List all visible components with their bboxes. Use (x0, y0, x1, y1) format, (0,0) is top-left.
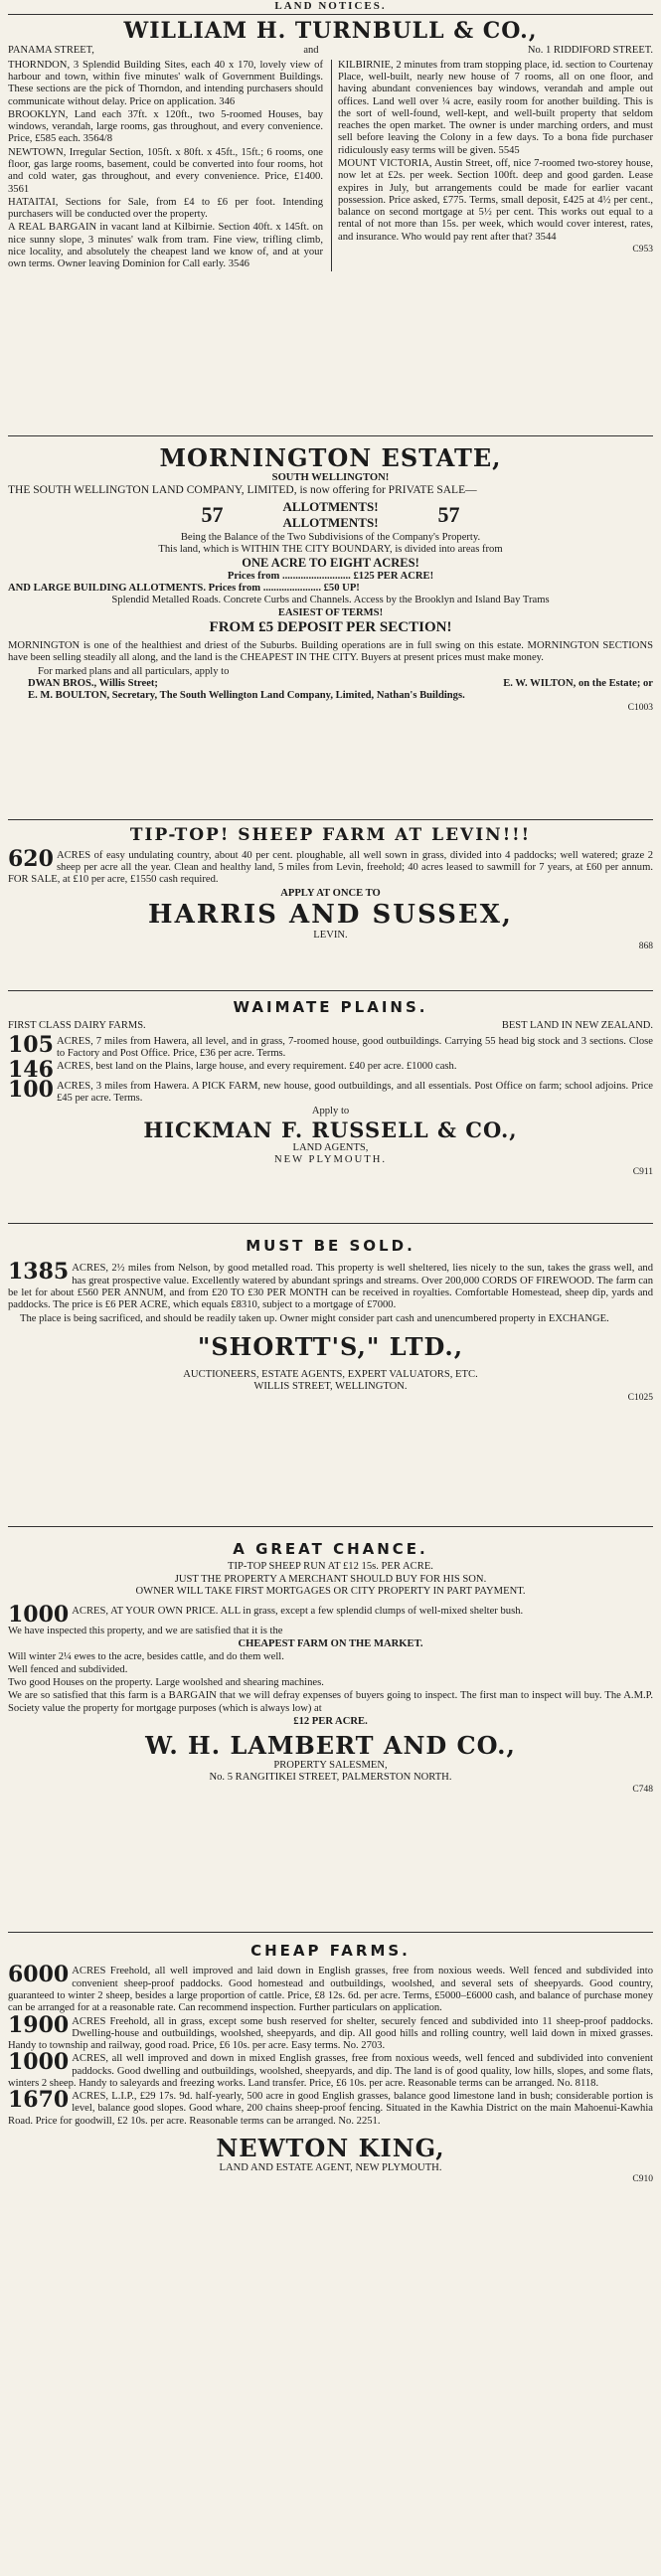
waimate-title: WAIMATE PLAINS. (233, 998, 428, 1016)
listing-hataitai: HATAITAI, Sections for Sale, from £4 to £6 per foot. Intending purchasers will be conducted over the property. (8, 196, 323, 221)
cheap-item-3 (8, 2049, 653, 2090)
mornington-body: MORNINGTON is one of the healthiest and driest of the Suburbs. Building operations are in full swing on this estate. MORNINGTON SECTIONS have been selling steadily all along, and the land is the CHEAPEST IN THE CITY. Buyers at present prices must make money. (8, 640, 653, 664)
waimate-text-2: ACRES, best land on the Plains, large house, and every requirement. £40 per acre. £1000 cash. (56, 1061, 457, 1073)
mornington-plans: For marked plans and all particulars, apply to (38, 665, 230, 677)
mornington-line-7: EASIEST OF TERMS! (277, 606, 384, 618)
waimate-left-head: FIRST CLASS DAIRY FARMS. (8, 1020, 146, 1032)
cheap-title: CHEAP FARMS. (250, 1942, 411, 1960)
cheap-item-2 (8, 2011, 653, 2053)
chance-title: A GREAT CHANCE. (233, 1540, 428, 1558)
levin-place: LEVIN. (313, 930, 348, 941)
waimate-firm: HICKMAN F. RUSSELL & CO., (143, 1116, 518, 1142)
waimate-right-head: BEST LAND IN NEW ZEALAND. (501, 1020, 653, 1032)
allot-line-1: ALLOTMENTS! (282, 499, 379, 515)
mustsell-firm: "SHORTT'S," LTD., (197, 1331, 464, 1361)
mustsell-ad (8, 1224, 653, 1527)
mornington-line-2: This land, which is WITHIN THE CITY BOUNDARY, is divided into areas from (158, 543, 503, 555)
cheap-text-3: ACRES, all well improved and down in mixed English grasses, free from noxious weeds, well fenced and subdivided into convenient paddocks. Good dwelling and outbuildings, woolshed, sheepyards, and dip. The land is of good quality, low hills, slopes, and some flats, winters 2 sheep. Handy to saleyards and freezing works. Land transfer. Price, £6 10s. per acre. Reasonable terms can be arranged. No. 8118. (8, 2053, 653, 2089)
chance-line-2: JUST THE PROPERTY A MERCHANT SHOULD BUY FOR HIS SON. (174, 1573, 487, 1585)
chance-text: ACRES, AT YOUR OWN PRICE. ALL in grass, except a few splendid clumps of well-mixed shelter bush. (72, 1606, 524, 1618)
mustsell-sub1: AUCTIONEERS, ESTATE AGENTS, EXPERT VALUATORS, ETC. (183, 1368, 478, 1380)
mustsell-listing (8, 1259, 653, 1311)
cheap-text-1: ACRES Freehold, all well improved and laid down in English grasses, free from noxious weeds. Well fenced and subdivided into convenient sheep-proof paddocks. Good homestead and outbuildings, woolshed, and several sets of sheepyards. Good country, guaranteed to winter 2 sheep, besides a large proportion of cattle. Price, £8 12s. 6d. per acre. Terms, £5000–£6000 cash, and balance of purchase money can be arranged for at a reasonable rate. Can recommend inspection. Further particulars on application. (8, 1966, 653, 2014)
mustsell-text: ACRES, 2½ miles from Nelson, by good metalled road. This property is well sheltered, lies nicely to the sun, takes the grass well, and has great prospective value. Excellently watered by abundant springs and streams. Over 200,000 CORDS OF FIREWOOD. The farm can be let for about £560 PER ANNUM, and from £20 TO £30 PER MONTH can be received in royalties. Comfortable Homestead, sheep dip, yards and paddocks. The price is £6 PER ACRE, which equals £8310, subject to a mortgage of £7000. (8, 1263, 653, 1311)
cheap-acres-4: 1670 (8, 2087, 70, 2114)
chance-t3: CHEAPEST FARM ON THE MARKET. (238, 1638, 423, 1650)
chance-ad (8, 1527, 653, 1933)
turnbull-title: WILLIAM H. TURNBULL & CO., (123, 18, 538, 44)
chance-listing (8, 1602, 653, 1629)
allot-line-2: ALLOTMENTS! (282, 514, 379, 530)
allotments-count-right: 57 (437, 501, 460, 527)
agent-dwan: DWAN BROS., Willis Street; (28, 678, 158, 690)
cheap-text-2: ACRES Freehold, all in grass, except some bush reserved for shelter, securely fenced and subdivided into 11 sheep-proof paddocks. Dwelling-house and outbuildings, woolshed, sheepyards, and dip. All good hills and rolling country, well laid down in mixed grasses. Handy to township and railway, good road. Price, £6 10s. per acre. Easy terms. No. 2703. (8, 2015, 653, 2052)
levin-text: ACRES of easy undulating country, about 40 per cent. ploughable, all well sown in grass, divided into 4 paddocks; well watered; graze 2 sheep per acre all the year. Clean and healthy land, 5 miles from Levin, freehold; 40 acres leased to sawmill for 7 years, at £60 per annum. FOR SALE, at £10 per acre, £1550 cash required. (8, 849, 653, 886)
waimate-item-3 (8, 1076, 653, 1106)
levin-acres: 620 (8, 845, 54, 872)
mornington-intro: THE SOUTH WELLINGTON LAND COMPANY, LIMITED, is now offering for PRIVATE SALE— (8, 484, 477, 497)
allotments-label (282, 499, 378, 529)
waimate-item-2 (8, 1057, 653, 1084)
levin-apply: APPLY AT ONCE TO (280, 887, 381, 899)
cheap-acres-2: 1900 (8, 2011, 70, 2038)
levin-ad (8, 820, 653, 991)
mornington-line-3: ONE ACRE TO EIGHT ACRES! (242, 556, 419, 571)
chance-sub2: No. 5 RANGITIKEI STREET, PALMERSTON NORTH. (209, 1772, 452, 1784)
mornington-subtitle: SOUTH WELLINGTON! (271, 471, 390, 483)
cheap-ref: C910 (632, 2174, 653, 2185)
turnbull-ref: C953 (632, 244, 653, 255)
waimate-sub1: LAND AGENTS, (292, 1142, 369, 1154)
turnbull-address (8, 45, 653, 57)
chance-t2: We have inspected this property, and we are satisfied that it is the (8, 1626, 283, 1637)
chance-t5: Well fenced and subdivided. (8, 1663, 128, 1675)
turnbull-left-column (8, 60, 323, 272)
turnbull-right-column (331, 60, 653, 272)
cheap-acres-3: 1000 (8, 2049, 70, 2076)
mustsell-acres: 1385 (8, 1259, 70, 1286)
chance-ref: C748 (632, 1784, 653, 1795)
agent-boulton: E. M. BOULTON, Secretary, The South Wellington Land Company, Limited, Nathan's Buildings. (28, 690, 465, 702)
cheap-item-4 (8, 2087, 653, 2128)
mornington-line-6: Splendid Metalled Roads. Concrete Curbs and Channels. Access by the Brooklyn and Island Bay Trams (111, 595, 550, 606)
turnbull-columns (8, 60, 653, 272)
mornington-ref: C1003 (627, 702, 653, 713)
waimate-acres-2: 146 (8, 1057, 54, 1084)
mustsell-ref: C1025 (627, 1393, 653, 1404)
cheap-ad (8, 1933, 653, 2569)
agent-wilton: E. W. WILTON, on the Estate; or (503, 678, 653, 690)
mornington-agents (8, 678, 653, 690)
listing-newtown: NEWTOWN, Irregular Section, 105ft. x 80ft. x 45ft., 15ft.; 6 rooms, one floor, gas large rooms, basement, could be converted into four rooms, hot and cold water, gas throughout, and every convenience. Price, £1400. 3561 (8, 146, 323, 195)
waimate-subheads (8, 1020, 653, 1032)
cheap-firm: NEWTON KING, (216, 2134, 445, 2163)
waimate-text-3: ACRES, 3 miles from Hawera. A PICK FARM, new house, good outbuildings, and all essentials. Post Office on farm; school adjoins. Price £45 per acre. Terms. (56, 1080, 653, 1105)
mornington-allotments (8, 499, 653, 529)
mornington-line-8: FROM £5 DEPOSIT PER SECTION! (209, 618, 452, 635)
chance-t6: Two good Houses on the property. Large woolshed and shearing machines. (8, 1677, 324, 1689)
levin-listing (8, 845, 653, 887)
mustsell-sub2: WILLIS STREET, WELLINGTON. (253, 1380, 408, 1392)
turnbull-right-address: No. 1 RIDDIFORD STREET. (527, 44, 653, 56)
waimate-acres-1: 105 (8, 1031, 54, 1058)
levin-firm: HARRIS AND SUSSEX, (148, 899, 513, 930)
mornington-line-4: Prices from .......................... £125 PER ACRE! (227, 570, 434, 582)
waimate-item-1 (8, 1031, 653, 1061)
page-header: LAND NOTICES. (8, 0, 653, 15)
mornington-line-1: Being the Balance of the Two Subdivisions of the Company's Property. (180, 531, 481, 543)
cheap-text-4: ACRES, L.I.P., £29 17s. 9d. half-yearly, 500 acre in good English grasses, balance good limestone land in bush; considerable portion is level, balance good slopes. Good whare, 200 chains sheep-proof fencing. Situated in the Kawhia District on the main Mahoenui-Kawhia Road. Price for goodwill, £2 10s. per acre. Reasonable terms can be arranged. No. 2251. (8, 2091, 653, 2127)
waimate-ref: C911 (632, 1166, 653, 1177)
listing-kilbirnie: KILBIRNIE, 2 minutes from tram stopping place, id. section to Courtenay Place, well-built, nearly new house of 7 rooms, all on one floor, and having abundant conveniences bay windows, verandah and ample out offices. Land well over ¼ acre, easily room for another building. This is the sort of well-found, well-kept, and well-built property that seldom reaches the open market. The owner is under marching orders, and must sell before leaving the Colony in a few days. To a bona fide purchaser ridiculously easy terms will be given. 5545 (338, 59, 653, 156)
levin-ref: 868 (638, 942, 653, 952)
cheap-acres-1: 6000 (8, 1962, 70, 1988)
listing-mount-victoria: MOUNT VICTORIA, Austin Street, off, nice 7-roomed two-storey house, now let at £2s. per week. Section 100ft. deep and good garden. Lease expires in July, but arrangements could be made for earlier vacant possession. Price asked, £775. Terms, small deposit, £425 at 4½ per cent., balance on second mortgage at 5½ per cent. This works out equal to a rental of not more than 15s. per week, which would cover interest, rates, and insurance. Who would pay rent after that? 3544 (338, 157, 653, 243)
chance-firm: W. H. LAMBERT AND CO., (145, 1731, 516, 1761)
mornington-ad (8, 436, 653, 820)
waimate-text-1: ACRES, 7 miles from Hawera, all level, and in grass, 7-roomed house, good outbuildings. Carrying 55 head big stock and 3 sections. Close to Factory and Post Office. Price, £36 per acre. Terms. (56, 1035, 653, 1059)
waimate-ad (8, 991, 653, 1224)
mornington-line-5: AND LARGE BUILDING ALLOTMENTS. Prices from ...................... £50 UP! (8, 582, 360, 594)
chance-line-1: TIP-TOP SHEEP RUN AT £12 15s. PER ACRE. (228, 1561, 433, 1573)
turnbull-left-address: PANAMA STREET, (8, 44, 94, 56)
listing-brooklyn: BROOKLYN, Land each 37ft. x 120ft., two 5-roomed Houses, bay windows, verandah, large rooms, gas throughout, and every convenience. Price, £585 each. 3564/8 (8, 108, 323, 145)
cheap-sub: LAND AND ESTATE AGENT, NEW PLYMOUTH. (219, 2161, 442, 2173)
listing-kilbirnie-bargain: A REAL BARGAIN in vacant land at Kilbirnie. Section 40ft. x 145ft. on nice sunny slope, 3 minutes' walk from tram. Fine view, trifling climb, nice locality, and absolutely the cheapest land we know of, and at your own terms. Owner leaving Dominion for Call early. 3546 (8, 222, 323, 270)
listing-thorndon: THORNDON, 3 Splendid Building Sites, each 40 x 170, lovely view of harbour and town, within five minutes' walk of Government Buildings. These sections are the pick of Thorndon, and intending purchasers should communicate without delay. Price on application. 346 (8, 59, 323, 107)
allotments-count-left: 57 (201, 501, 224, 527)
waimate-acres-3: 100 (8, 1076, 54, 1103)
cheap-item-1 (8, 1962, 653, 2014)
chance-acres: 1000 (8, 1602, 70, 1629)
waimate-apply: Apply to (311, 1106, 350, 1117)
waimate-sub2: NEW PLYMOUTH. (273, 1154, 388, 1166)
mustsell-text2: The place is being sacrificed, and should be readily taken up. Owner might consider part cash and unencumbered property in EXCHANGE. (20, 1312, 609, 1324)
levin-title: TIP-TOP! SHEEP FARM AT LEVIN!!! (129, 825, 532, 845)
mornington-title: MORNINGTON ESTATE, (159, 443, 502, 472)
chance-t8: £12 PER ACRE. (293, 1716, 368, 1727)
chance-t4: Will winter 2¼ ewes to the acre, besides cattle, and do them well. (8, 1650, 284, 1662)
chance-line-3: OWNER WILL TAKE FIRST MORTGAGES OR CITY PROPERTY IN PART PAYMENT. (135, 1585, 526, 1597)
turnbull-and: and (303, 44, 319, 56)
mustsell-title: MUST BE SOLD. (246, 1237, 415, 1255)
turnbull-ad (8, 15, 653, 436)
chance-t7: We are so satisfied that this farm is a BARGAIN that we will defray expenses of buyers going to inspect. The first man to inspect will buy. The A.M.P. Society value the property for mortgage purposes (which is always low) at (8, 1690, 653, 1714)
chance-sub1: PROPERTY SALESMEN, (273, 1760, 388, 1772)
